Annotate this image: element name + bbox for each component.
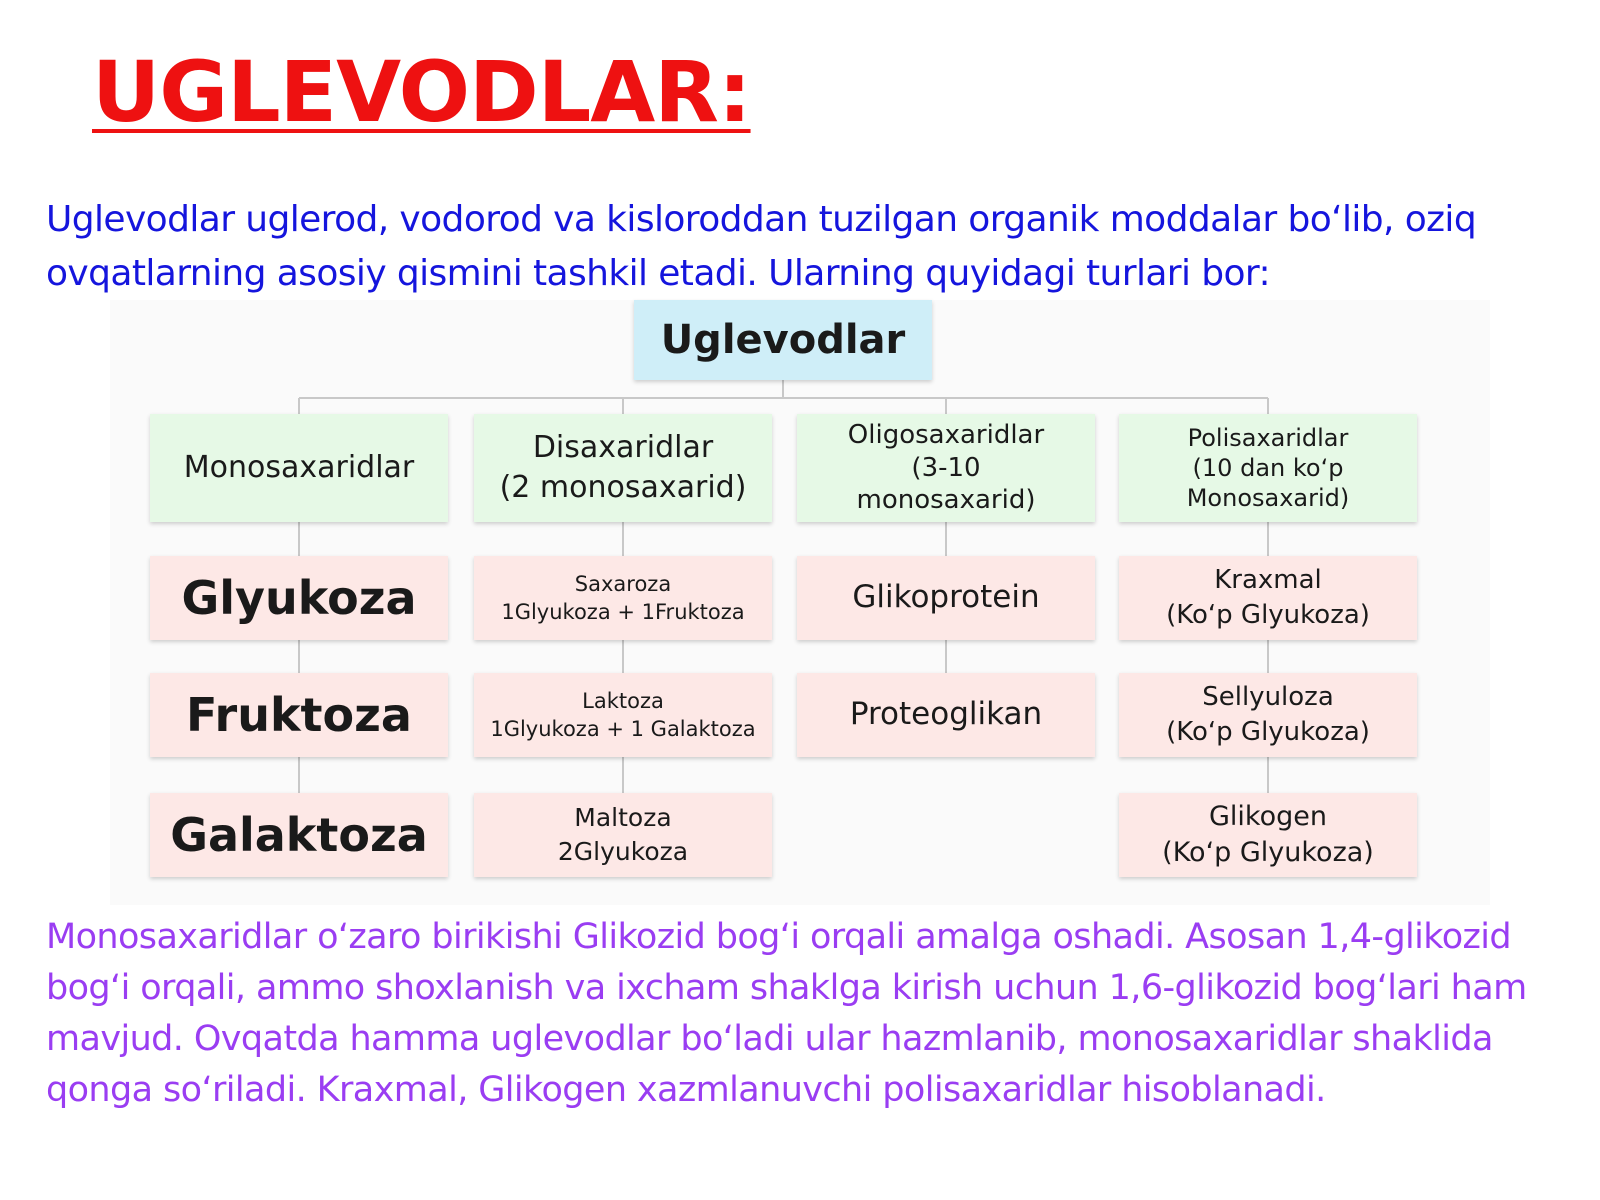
item-node-line: (Ko‘p Glyukoza) (1166, 600, 1370, 630)
item-node-line: Glikogen (1209, 800, 1327, 832)
item-node (150, 673, 448, 757)
item-node-line: (Ko‘p Glyukoza) (1162, 837, 1374, 868)
item-node (797, 556, 1095, 640)
item-node (1119, 793, 1417, 877)
item-node-line: (Ko‘p Glyukoza) (1166, 717, 1370, 747)
item-node (150, 556, 448, 640)
item-node (150, 793, 448, 877)
item-node (1119, 556, 1417, 640)
item-node-line: Maltoza (574, 803, 672, 833)
item-node-line: Galaktoza (170, 807, 428, 862)
category-node (150, 414, 448, 522)
carbohydrate-diagram (110, 300, 1490, 905)
item-node-line: Proteoglikan (849, 696, 1043, 733)
item-node (474, 673, 772, 757)
category-node (1119, 414, 1417, 522)
item-node-line: Laktoza (582, 688, 664, 713)
item-node-line: Sellyuloza (1202, 681, 1334, 712)
item-node (797, 673, 1095, 757)
item-node-line: Fruktoza (186, 687, 412, 742)
item-node-line: Saxaroza (574, 571, 672, 596)
category-node-line: Polisaxaridlar (1187, 424, 1349, 452)
item-node (474, 556, 772, 640)
category-node-line: Monosaxaridlar (183, 449, 415, 485)
category-node-line: (10 dan ko‘p (1192, 454, 1344, 482)
category-node-line: (2 monosaxarid) (499, 470, 747, 505)
category-node (474, 414, 772, 522)
item-node (1119, 673, 1417, 757)
root-node: Uglevodlar (634, 300, 932, 380)
item-node-line: Glyukoza (181, 570, 417, 625)
item-node-line: Kraxmal (1214, 564, 1322, 595)
category-node-line: Monosaxarid) (1186, 484, 1350, 512)
category-node-line: Oligosaxaridlar (847, 420, 1045, 451)
category-node-line: (3-10 (911, 452, 981, 483)
intro-paragraph: Uglevodlar uglerod, vodorod va kisloroddan tuzilgan organik moddalar bo‘lib, oziq ovqatlarning asosiy qismini tashkil etadi. Ularning quyidagi turlari bor: (46, 199, 1477, 294)
item-node-line: Glikoprotein (852, 579, 1040, 616)
item-node (474, 793, 772, 877)
outro-paragraph: Monosaxaridlar o‘zaro birikishi Glikozid bog‘i orqali amalga oshadi. Asosan 1,4-glikozid bog‘i orqali, ammo shoxlanish va ixcham shaklga kirish uchun 1,6-glikozid bog‘lari ham mavjud. Ovqatda hamma uglevodlar bo‘ladi ular hazmlanib, monosaxaridlar shaklida qonga so‘riladi. Kraxmal, Glikogen xazmlanuvchi polisaxaridlar hisoblanadi. (46, 917, 1527, 1110)
page-title: UGLEVODLAR: (92, 43, 751, 141)
category-node (797, 414, 1095, 522)
item-node-line: 1Glyukoza + 1 Galaktoza (490, 717, 756, 741)
item-node-line: 2Glyukoza (557, 837, 689, 866)
item-node-line: 1Glyukoza + 1Fruktoza (501, 600, 745, 624)
category-node-line: Disaxaridlar (532, 429, 714, 465)
category-node-line: monosaxarid) (856, 485, 1036, 516)
